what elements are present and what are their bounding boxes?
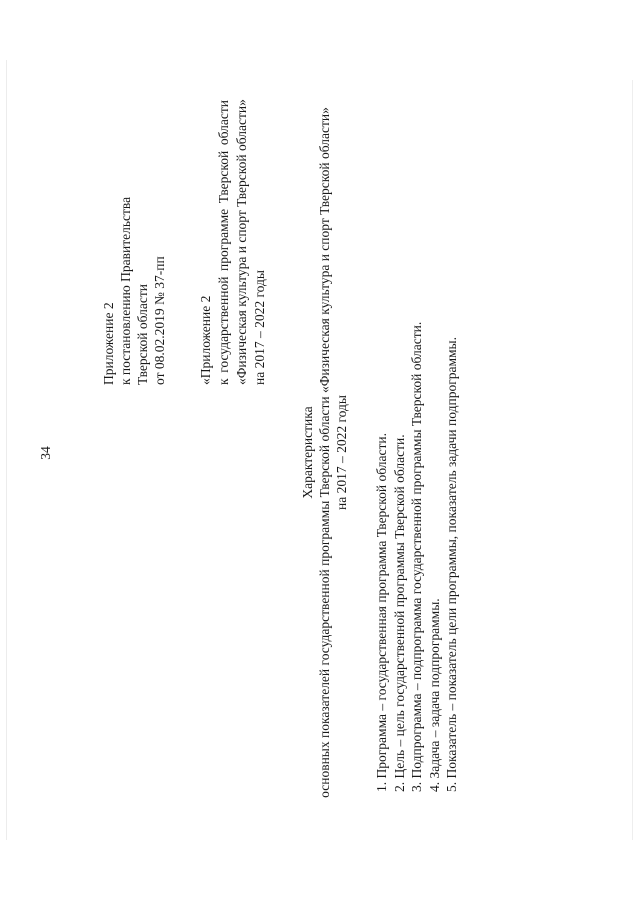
document-title <box>299 0 350 905</box>
title-line: на 2017 – 2022 годы <box>334 395 349 510</box>
approval-line: от 08.02.2019 № 37-пп <box>152 256 167 385</box>
approval-line: к постановлению Правительства <box>118 196 133 385</box>
definition-item: 3. Подпрограмма – подпрограмма государственной программы Тверской области. <box>409 321 424 792</box>
program-annex-line: «Физическая культура и спорт Тверской области» <box>234 99 249 385</box>
definition-item: 1. Программа – государственная программа Тверской области. <box>374 432 389 792</box>
definitions-list <box>373 322 461 792</box>
program-annex-line: к государственной программе Тверской области <box>216 100 231 385</box>
title-heading: Характеристика <box>300 406 315 499</box>
definition-item: 5. Показатель – показатель цели программы, показатель задачи подпрограммы. <box>444 336 459 792</box>
definition-item: 4. Задача – задача подпрограммы. <box>426 598 442 792</box>
page-number: 34 <box>38 446 53 460</box>
approval-line: Приложение 2 <box>101 302 116 385</box>
approval-block <box>100 197 168 385</box>
title-line: основных показателей государственной программы Тверской области «Физическая культура и спорт Тверской области» <box>317 107 332 798</box>
definition-item: 2. Цель – цель государственной программы Тверской области. <box>391 434 407 792</box>
program-annex-block <box>197 100 269 385</box>
program-annex-line: на 2017 – 2022 годы <box>252 270 267 385</box>
program-annex-line: «Приложение 2 <box>198 295 213 385</box>
approval-line: Тверской области <box>135 284 150 385</box>
